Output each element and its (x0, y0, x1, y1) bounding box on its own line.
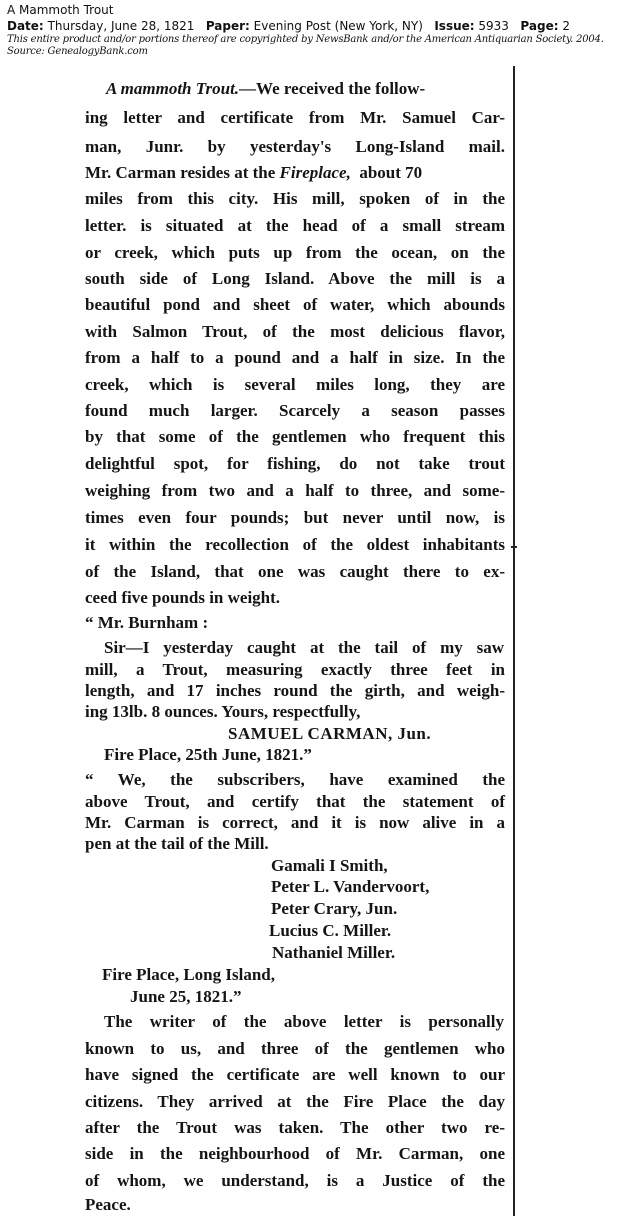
article-line: Mr. Carman resides at the Fireplace, about 70 (85, 163, 423, 182)
article-line: beautiful pond and sheet of water, which abounds (85, 295, 505, 314)
certificate-signer: Peter L. Vandervoort, (271, 877, 430, 896)
closing-line: citizens. They arrived at the Fire Place the day (85, 1092, 505, 1111)
certificate-signer: Nathaniel Miller. (272, 943, 396, 962)
article-line: ing letter and certificate from Mr. Samuel Car- (85, 108, 505, 127)
letter-salutation: “ Mr. Burnham : (85, 613, 209, 632)
letter-line: Sir—I yesterday caught at the tail of my saw (104, 638, 504, 657)
letter-line: mill, a Trout, measuring exactly three feet in (85, 660, 505, 679)
certificate-line: Mr. Carman is correct, and it is now alive in a (85, 813, 505, 832)
closing-line: known to us, and three of the gentlemen who (85, 1039, 505, 1058)
page-value: 2 (562, 19, 570, 33)
article-title: A Mammoth Trout (7, 3, 114, 17)
article-line: creek, which is several miles long, they are (85, 375, 505, 394)
certificate-signer: Gamali I Smith, (271, 856, 388, 875)
article-line: found much larger. Scarcely a season passes (85, 401, 505, 420)
article-line: A mammoth Trout.—We received the follow- (106, 79, 426, 98)
article-line: delightful spot, for fishing, do not take trout (85, 454, 505, 473)
certificate-place: Fire Place, Long Island, (102, 965, 275, 984)
article-line: with Salmon Trout, of the most delicious flavor, (85, 322, 505, 341)
date-value: Thursday, June 28, 1821 (47, 19, 195, 33)
closing-line: after the Trout was taken. The other two re- (85, 1118, 505, 1137)
issue-label: Issue: (434, 19, 475, 33)
page-label: Page: (520, 19, 559, 33)
article-line: times even four pounds; but never until now, is (85, 508, 505, 527)
certificate-line: “ We, the subscribers, have examined the (85, 770, 505, 789)
certificate-line: above Trout, and certify that the statement of (85, 792, 505, 811)
letter-line: length, and 17 inches round the girth, and weigh- (85, 681, 505, 700)
copyright-note: This entire product and/or portions thereof are copyrighted by NewsBank and/or the American Antiquarian Society. 2004. (7, 34, 604, 45)
closing-line: side in the neighbourhood of Mr. Carman, one (85, 1144, 505, 1163)
date-label: Date: (7, 19, 44, 33)
closing-line: have signed the certificate are well known to our (85, 1065, 505, 1084)
article-line: by that some of the gentlemen who frequent this (85, 427, 505, 446)
article-line: letter. is situated at the head of a small stream (85, 216, 505, 235)
article-line: ceed five pounds in weight. (85, 588, 281, 607)
letter-signature: SAMUEL CARMAN, Jun. (228, 724, 432, 743)
issue-value: 5933 (478, 19, 509, 33)
article-line: miles from this city. His mill, spoken of in the (85, 189, 505, 208)
paper-label: Paper: (205, 19, 250, 33)
article-line: man, Junr. by yesterday's Long-Island mail. (85, 137, 505, 156)
article-line: of the Island, that one was caught there to ex- (85, 562, 505, 581)
letter-line: ing 13lb. 8 ounces. Yours, respectfully, (85, 702, 361, 721)
closing-line: of whom, we understand, is a Justice of the (85, 1171, 505, 1190)
article-line: south side of Long Island. Above the mill is a (85, 269, 505, 288)
letter-dateline: Fire Place, 25th June, 1821.” (104, 745, 312, 764)
paper-value: Evening Post (New York, NY) (253, 19, 423, 33)
place-name: Fireplace, (279, 163, 351, 182)
closing-line: Peace. (85, 1195, 131, 1214)
article-line: from a half to a pound and a half in size. In the (85, 348, 505, 367)
certificate-line: pen at the tail of the Mill. (85, 834, 269, 853)
certificate-signer: Lucius C. Miller. (269, 921, 392, 940)
certificate-signer: Peter Crary, Jun. (271, 899, 398, 918)
certificate-date: June 25, 1821.” (130, 987, 242, 1006)
source-note: Source: GenealogyBank.com (7, 46, 148, 57)
closing-line: The writer of the above letter is personally (104, 1012, 504, 1031)
lead-heading: A mammoth Trout. (106, 79, 240, 98)
article-line: or creek, which puts up from the ocean, on the (85, 243, 505, 262)
article-line: weighing from two and a half to three, and some- (85, 481, 505, 500)
article-line: it within the recollection of the oldest inhabitants (85, 535, 505, 554)
